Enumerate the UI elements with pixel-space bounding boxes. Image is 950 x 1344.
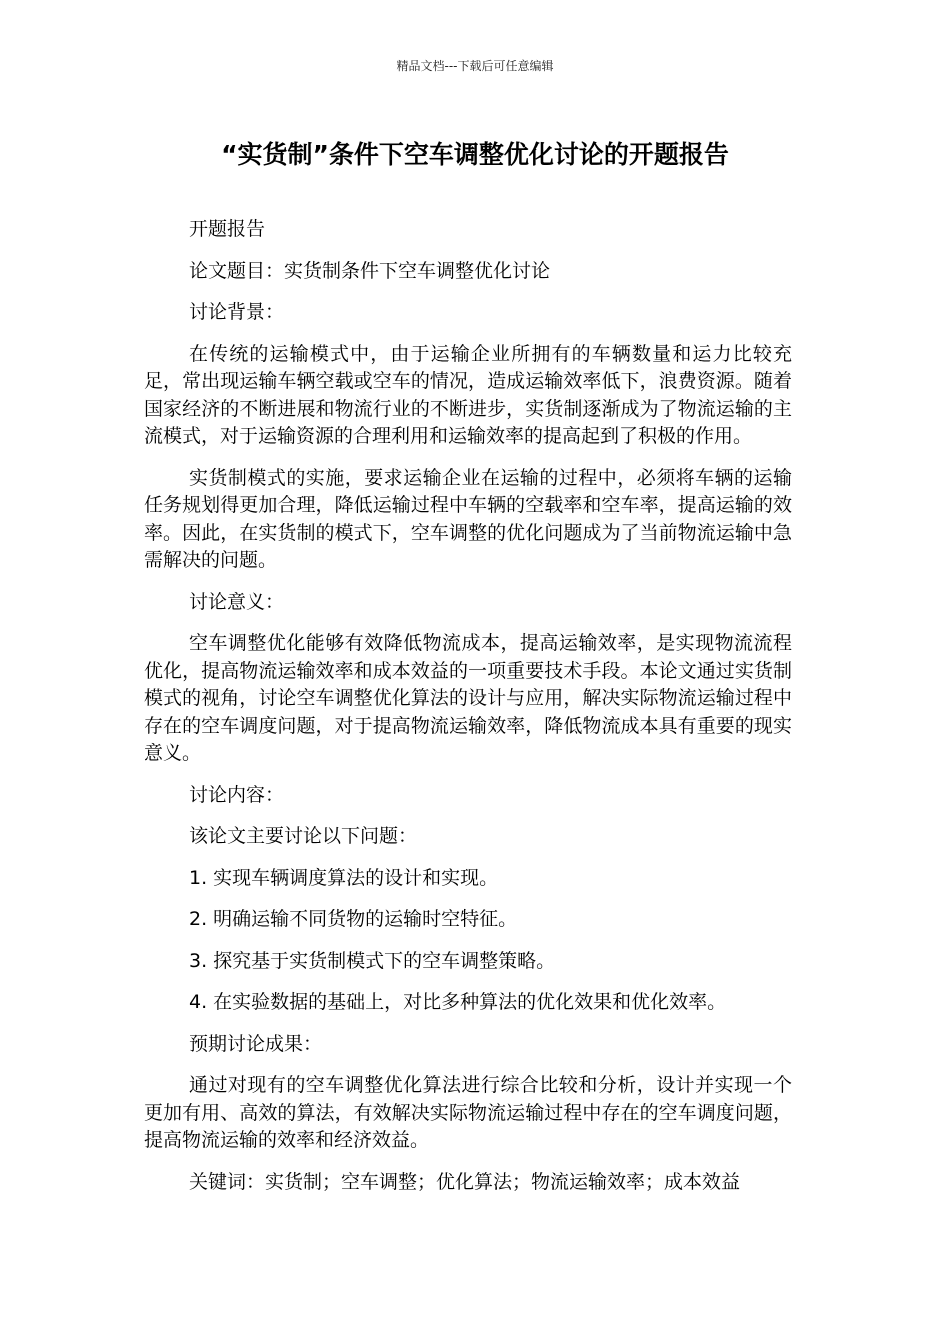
document-body: [144, 216, 792, 1210]
content-item-3: 3. 探究基于实货制模式下的空车调整策略。: [189, 949, 556, 972]
keywords-line: 关键词：实货制；空车调整；优化算法；物流运输效率；成本效益: [189, 1170, 741, 1193]
content-item-1: 1. 实现车辆调度算法的设计和实现。: [189, 866, 499, 889]
thesis-title-line: 论文题目：实货制条件下空车调整优化讨论: [189, 259, 551, 282]
background-paragraph-2: 实货制模式的实施，要求运输企业在运输的过程中，必须将车辆的运输任务规划得更加合理，降低运输过程中车辆的空载率和空车率，提高运输的效率。因此，在实货制的模式下，空车调整的优化问题成为了当前物流运输中急需解决的问题。: [144, 466, 792, 571]
content-item-4: 4. 在实验数据的基础上，对比多种算法的优化效果和优化效率。: [189, 991, 727, 1013]
section-heading-significance: 讨论意义：: [189, 590, 285, 613]
content-item-2: 2. 明确运输不同货物的运输时空特征。: [189, 908, 518, 930]
section-heading-proposal: 开题报告: [189, 218, 266, 240]
significance-paragraph: 空车调整优化能够有效降低物流成本，提高运输效率，是实现物流流程优化，提高物流运输效率和成本效益的一项重要技术手段。本论文通过实货制模式的视角，讨论空车调整优化算法的设计与应用，解决实际物流运输过程中存在的空车调度问题，对于提高物流运输效率，降低物流成本具有重要的现实意义。: [144, 632, 792, 764]
header-note: 精品文档---下载后可任意编辑: [396, 59, 554, 73]
expected-results-paragraph: 通过对现有的空车调整优化算法进行综合比较和分析，设计并实现一个更加有用、高效的算法，有效解决实际物流运输过程中存在的空车调度问题，提高物流运输的效率和经济效益。: [144, 1074, 792, 1151]
document-title: “实货制”条件下空车调整优化讨论的开题报告: [221, 140, 729, 169]
section-heading-content: 讨论内容：: [189, 783, 285, 806]
background-paragraph-1: 在传统的运输模式中，由于运输企业所拥有的车辆数量和运力比较充足，常出现运输车辆空载或空车的情况，造成运输效率低下，浪费资源。随着国家经济的不断进展和物流行业的不断进步，实货制逐渐成为了物流运输的主流模式，对于运输资源的合理利用和运输效率的提高起到了积极的作用。: [144, 342, 792, 447]
section-heading-background: 讨论背景：: [189, 301, 285, 323]
content-intro: 该论文主要讨论以下问题：: [189, 825, 418, 847]
section-heading-expected-results: 预期讨论成果：: [189, 1032, 323, 1055]
